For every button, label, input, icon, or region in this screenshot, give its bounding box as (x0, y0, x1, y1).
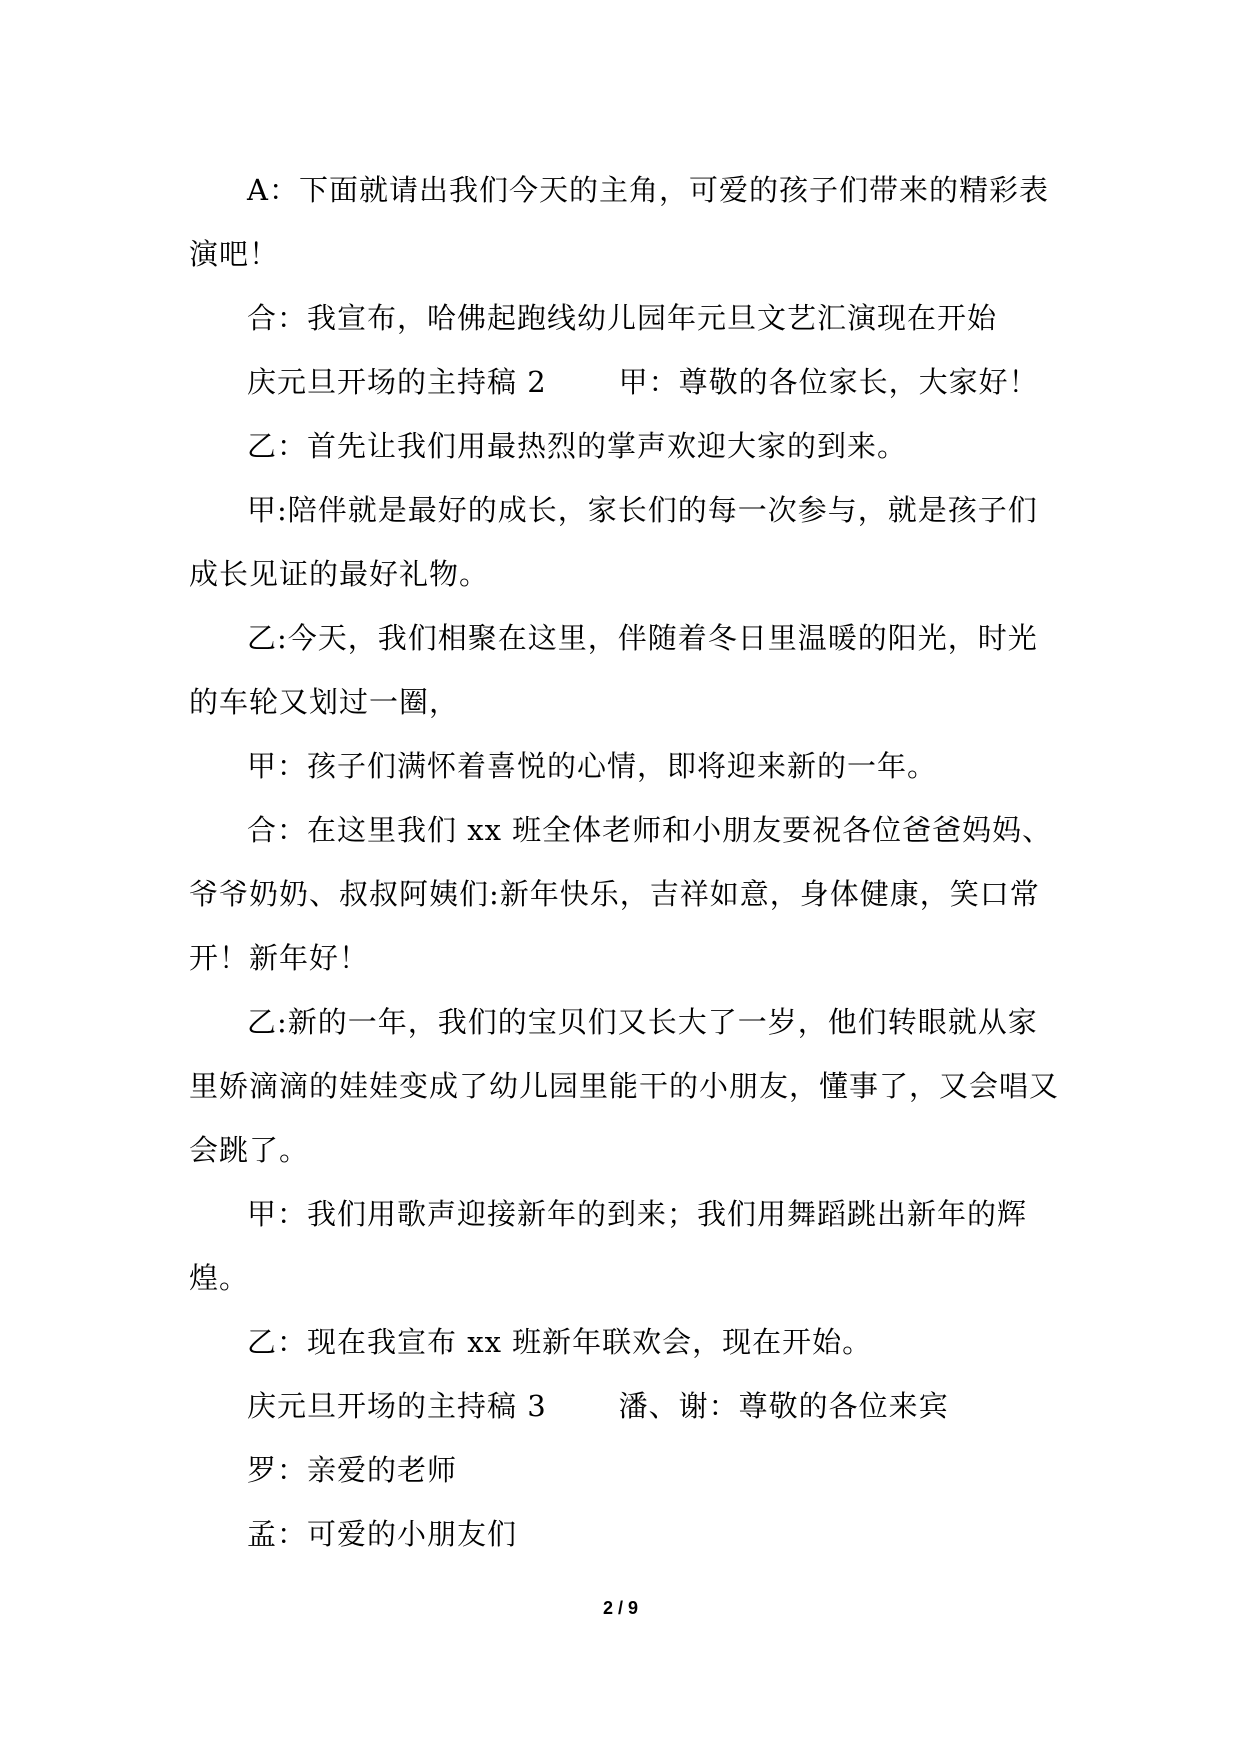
paragraph: 孟：可爱的小朋友们 (247, 1517, 518, 1551)
section-first-line: 潘、谢：尊敬的各位来宾 (618, 1389, 949, 1423)
paragraph: 乙：首先让我们用最热烈的掌声欢迎大家的到来。 (247, 429, 908, 463)
paragraph: 甲：我们用歌声迎接新年的到来；我们用舞蹈跳出新年的辉煌。 (189, 1197, 1028, 1295)
section-title: 庆元旦开场的主持稿 2 (247, 365, 547, 399)
paragraph: 合：在这里我们 xx 班全体老师和小朋友要祝各位爸爸妈妈、爷爷奶奶、叔叔阿姨们:新年快乐，吉祥如意，身体健康，笑口常开！新年好！ (189, 813, 1053, 975)
paragraph: 甲:陪伴就是最好的成长，家长们的每一次参与，就是孩子们成长见证的最好礼物。 (189, 493, 1038, 591)
paragraph: 合：我宣布，哈佛起跑线幼儿园年元旦文艺汇演现在开始 (247, 301, 998, 335)
page-number: 2 / 9 (602, 1598, 639, 1618)
paragraph: 乙:新的一年，我们的宝贝们又长大了一岁，他们转眼就从家里娇滴滴的娃娃变成了幼儿园里能干的小朋友，懂事了，又会唱又会跳了。 (189, 1005, 1060, 1167)
paragraph: 乙：现在我宣布 xx 班新年联欢会，现在开始。 (247, 1325, 873, 1359)
paragraph: A：下面就请出我们今天的主角，可爱的孩子们带来的精彩表演吧！ (189, 173, 1049, 271)
section-heading-line (189, 1374, 1059, 1438)
paragraph: 乙:今天，我们相聚在这里，伴随着冬日里温暖的阳光，时光的车轮又划过一圈， (189, 621, 1038, 719)
section-heading-line (189, 350, 1059, 414)
paragraph: 甲：孩子们满怀着喜悦的心情，即将迎来新的一年。 (247, 749, 938, 783)
document-body (189, 158, 1059, 1566)
section-first-line: 甲：尊敬的各位家长，大家好！ (618, 365, 1039, 399)
paragraph: 罗：亲爱的老师 (247, 1453, 458, 1487)
section-title: 庆元旦开场的主持稿 3 (247, 1389, 547, 1423)
